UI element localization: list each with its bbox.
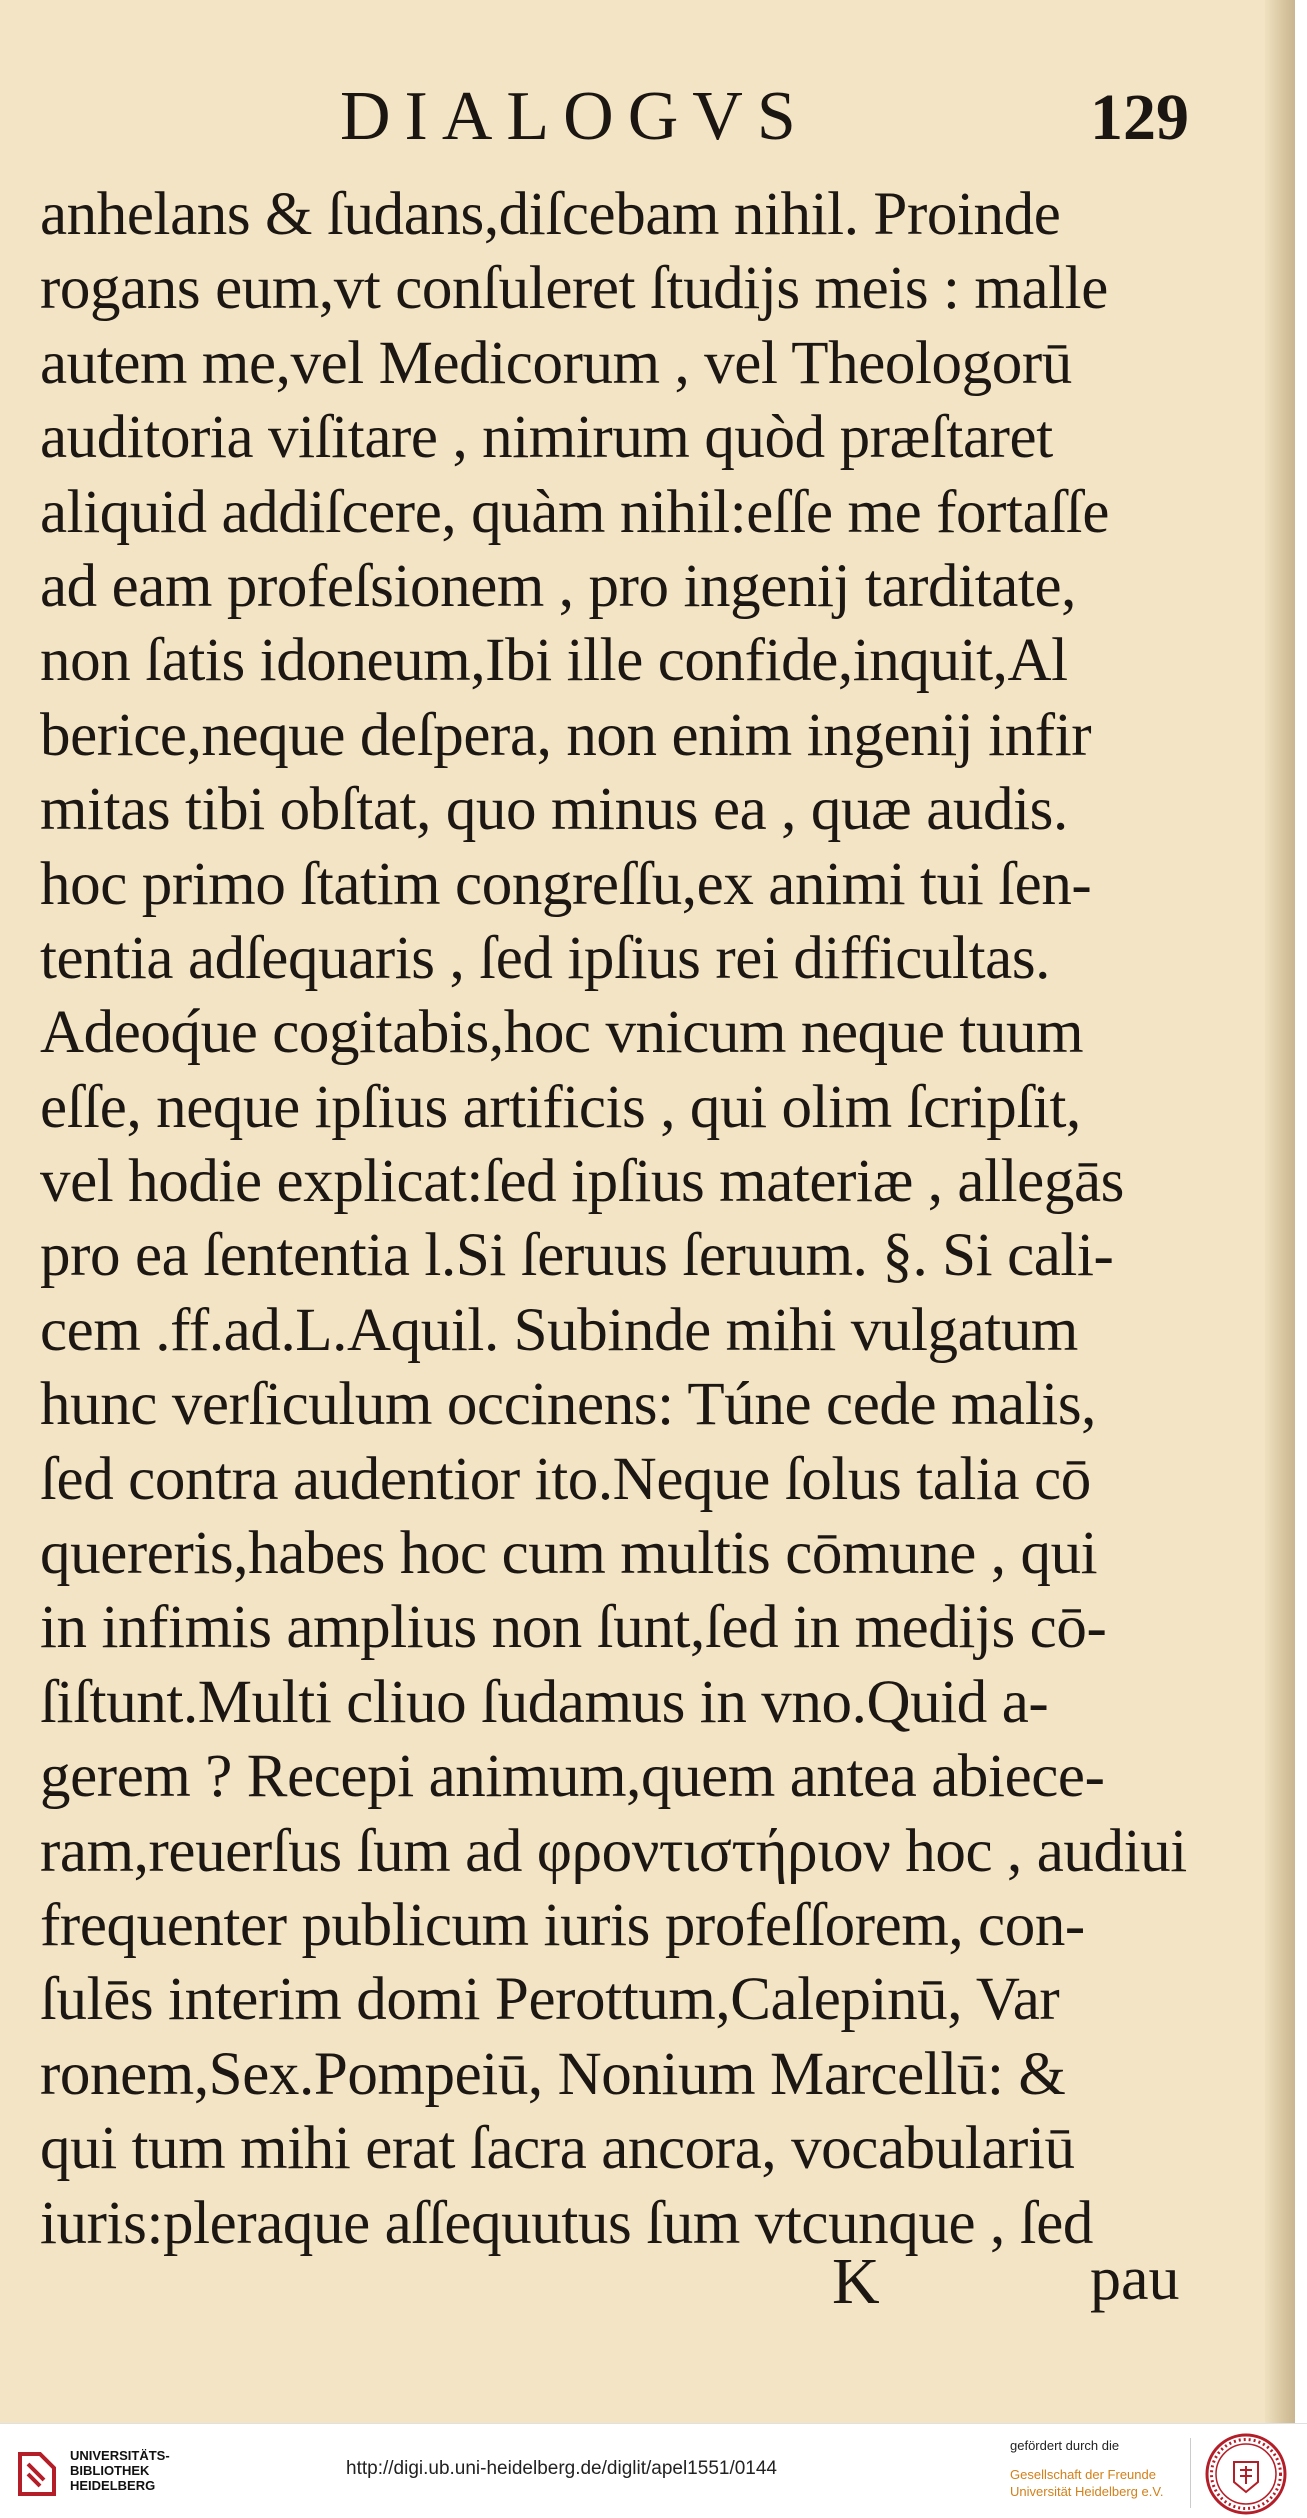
text-line: ſiſtunt.Multi cliuo ſudamus in vno.Quid a-	[40, 1668, 1049, 1736]
sponsor-label: gefördert durch die	[1010, 2438, 1120, 2453]
viewer-footer-bar	[0, 2423, 1307, 2518]
body-text	[40, 178, 1230, 2261]
text-line: berice,neque deſpera, non enim ingenij infir	[40, 701, 1092, 769]
text-line: gerem ? Recepi animum,quem antea abiece-	[40, 1743, 1105, 1811]
library-name-line: BIBLIOTHEK	[70, 2463, 150, 2478]
text-line: cem .ff.ad.L.Aquil. Subinde mihi vulgatum	[40, 1296, 1078, 1364]
signature-mark: K	[832, 2245, 880, 2318]
sponsor-name-line: Gesellschaft der Freunde	[1010, 2467, 1156, 2482]
catchword: pau	[1090, 2245, 1180, 2313]
text-line: aliquid addiſcere, quàm nihil:eſſe me fortaſſe	[40, 478, 1110, 546]
text-line: autem me,vel Medicorum , vel Theologorū	[40, 329, 1072, 397]
text-line: mitas tibi obſtat, quo minus ea , quæ audis.	[40, 776, 1068, 844]
text-line: in infimis amplius non ſunt,ſed in medijs cō-	[40, 1594, 1107, 1662]
permalink-url[interactable]: http://digi.ub.uni-heidelberg.de/diglit/apel1551/0144	[346, 2458, 777, 2479]
text-line: ram,reuerſus ſum ad φροντιστήριον hoc , audiui	[40, 1817, 1187, 1885]
library-name-line: HEIDELBERG	[70, 2478, 156, 2493]
text-line: rogans eum,vt conſuleret ſtudijs meis : malle	[40, 255, 1108, 323]
text-line: ſulēs interim domi Perottum,Calepinū, Var	[40, 1966, 1060, 2034]
text-line: hoc primo ſtatim congreſſu,ex animi tui ſen-	[40, 850, 1092, 918]
text-line: tentia adſequaris , ſed ipſius rei difficultas.	[40, 924, 1051, 992]
sponsor-name-line: Universität Heidelberg e.V.	[1010, 2484, 1164, 2499]
running-head-title: DIALOGVS	[340, 78, 810, 155]
running-head	[0, 62, 1295, 172]
text-line: ronem,Sex.Pompeiū, Nonium Marcellū: &	[40, 2040, 1066, 2108]
page-number: 129	[1090, 81, 1189, 154]
page-edge-shadow	[1265, 0, 1295, 2423]
text-line: hunc verſiculum occinens: Túne cede malis,	[40, 1371, 1097, 1439]
scan-margin	[1295, 0, 1307, 2423]
footer-divider	[1190, 2438, 1191, 2508]
text-line: quereris,habes hoc cum multis cōmune , qui	[40, 1520, 1098, 1588]
text-line: Adeoq́ue cogitabis,hoc vnicum neque tuum	[40, 999, 1084, 1067]
text-line: vel hodie explicat:ſed ipſius materiæ , allegās	[40, 1148, 1124, 1216]
text-line: auditoria viſitare , nimirum quòd præſtaret	[40, 404, 1053, 472]
text-line: eſſe, neque ipſius artificis , qui olim ſcripſit,	[40, 1073, 1081, 1141]
text-line: qui tum mihi erat ſacra ancora, vocabulariū	[40, 2115, 1075, 2183]
text-line: non ſatis idoneum,Ibi ille confide,inquit,Al	[40, 627, 1068, 695]
text-line: anhelans & ſudans,diſcebam nihil. Proinde	[40, 181, 1061, 248]
university-seal-icon[interactable]	[1204, 2432, 1288, 2516]
text-line: frequenter publicum iuris profeſſorem, con-	[40, 1891, 1085, 1959]
text-line: ſed contra audentior ito.Neque ſolus talia cō	[40, 1445, 1091, 1513]
text-line: pro ea ſententia l.Si ſeruus ſeruum. §. Si cali-	[40, 1222, 1114, 1290]
text-line: ad eam profeſsionem , pro ingenij tarditate,	[40, 552, 1076, 620]
library-logo-icon[interactable]	[14, 2448, 60, 2500]
text-line: iuris:pleraque aſſequutus ſum vtcunque , ſed	[40, 2189, 1094, 2257]
sponsor-name[interactable]	[1010, 2466, 1163, 2500]
library-name	[70, 2448, 170, 2493]
library-name-line: UNIVERSITÄTS-	[70, 2448, 170, 2463]
page-footer	[0, 2240, 1295, 2340]
